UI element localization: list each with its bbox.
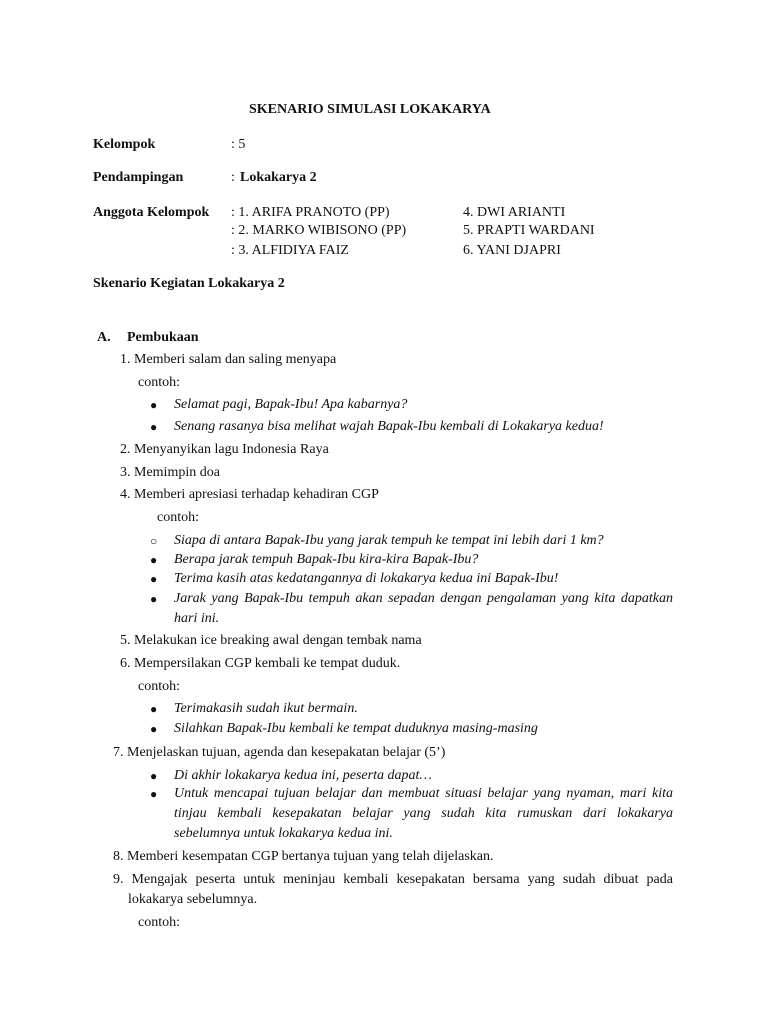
list-item-1: 1. Memberi salam dan saling menyapa xyxy=(120,352,337,367)
document-title: SKENARIO SIMULASI LOKAKARYA xyxy=(249,102,491,117)
example-text: Terimakasih sudah ikut bermain. xyxy=(174,701,358,716)
example-text: Berapa jarak tempuh Bapak-Ibu kira-kira Bapak-Ibu? xyxy=(174,552,479,567)
bullet-icon: ● xyxy=(150,553,158,567)
bullet-icon: ● xyxy=(150,722,158,736)
member-4: 4. DWI ARIANTI xyxy=(463,205,566,220)
bullet-icon: ● xyxy=(150,572,158,586)
list-item-2: 2. Menyanyikan lagu Indonesia Raya xyxy=(120,442,329,457)
pendampingan-colon: : xyxy=(231,170,235,185)
bullet-icon: ● xyxy=(150,398,158,412)
bullet-icon: ● xyxy=(150,769,158,783)
example-paragraph: Jarak yang Bapak-Ibu tempuh akan sepadan dengan pengalaman yang kita dapatkan hari ini. xyxy=(174,591,673,626)
bullet-icon: ● xyxy=(150,592,158,606)
member-5: 5. PRAPTI WARDANI xyxy=(463,223,595,238)
contoh-label: contoh: xyxy=(138,375,180,390)
kelompok-label: Kelompok xyxy=(93,137,156,152)
hollow-bullet-icon: ○ xyxy=(150,534,158,548)
section-letter: A. xyxy=(97,330,111,345)
bullet-icon: ● xyxy=(150,787,158,801)
member-2: : 2. MARKO WIBISONO (PP) xyxy=(231,223,407,238)
contoh-label: contoh: xyxy=(157,510,199,525)
list-item-7: 7. Menjelaskan tujuan, agenda dan kesepakatan belajar (5’) xyxy=(113,745,446,760)
contoh-label: contoh: xyxy=(138,679,180,694)
pendampingan-label: Pendampingan xyxy=(93,170,184,185)
example-text: Di akhir lokakarya kedua ini, peserta dapat… xyxy=(174,768,432,783)
kelompok-value: : 5 xyxy=(231,137,246,152)
example-text: Selamat pagi, Bapak-Ibu! Apa kabarnya? xyxy=(174,397,408,412)
list-item-6: 6. Mempersilakan CGP kembali ke tempat duduk. xyxy=(120,656,401,671)
member-1: : 1. ARIFA PRANOTO (PP) xyxy=(231,205,390,220)
list-item-9: 9. Mengajak peserta untuk meninjau kembali kesepakatan bersama yang sudah dibuat pada lokakarya sebelumnya. xyxy=(113,872,673,907)
anggota-label: Anggota Kelompok xyxy=(93,205,210,220)
section-heading: Pembukaan xyxy=(127,330,199,345)
pendampingan-value: Lokakarya 2 xyxy=(240,170,317,185)
example-paragraph: Untuk mencapai tujuan belajar dan membuat situasi belajar yang nyaman, mari kita tinjau kembali kesepakatan belajar yang sudah kita rumuskan dari lokakarya sebelumnya untuk lokakarya kedua ini. xyxy=(174,786,673,841)
bullet-icon: ● xyxy=(150,420,158,434)
contoh-label: contoh: xyxy=(138,915,180,930)
example-text: Terima kasih atas kedatangannya di lokakarya kedua ini Bapak-Ibu! xyxy=(174,571,559,586)
member-6: 6. YANI DJAPRI xyxy=(463,243,561,258)
member-3: : 3. ALFIDIYA FAIZ xyxy=(231,243,349,258)
example-text: Siapa di antara Bapak-Ibu yang jarak tempuh ke tempat ini lebih dari 1 km? xyxy=(174,533,604,548)
list-item-3: 3. Memimpin doa xyxy=(120,465,220,480)
section-subtitle: Skenario Kegiatan Lokakarya 2 xyxy=(93,276,285,291)
bullet-icon: ● xyxy=(150,702,158,716)
example-text: Senang rasanya bisa melihat wajah Bapak-Ibu kembali di Lokakarya kedua! xyxy=(174,419,604,434)
list-item-8: 8. Memberi kesempatan CGP bertanya tujuan yang telah dijelaskan. xyxy=(113,849,494,864)
example-text: Silahkan Bapak-Ibu kembali ke tempat duduknya masing-masing xyxy=(174,721,538,736)
list-item-5: 5. Melakukan ice breaking awal dengan tembak nama xyxy=(120,633,422,648)
list-item-4: 4. Memberi apresiasi terhadap kehadiran CGP xyxy=(120,487,379,502)
